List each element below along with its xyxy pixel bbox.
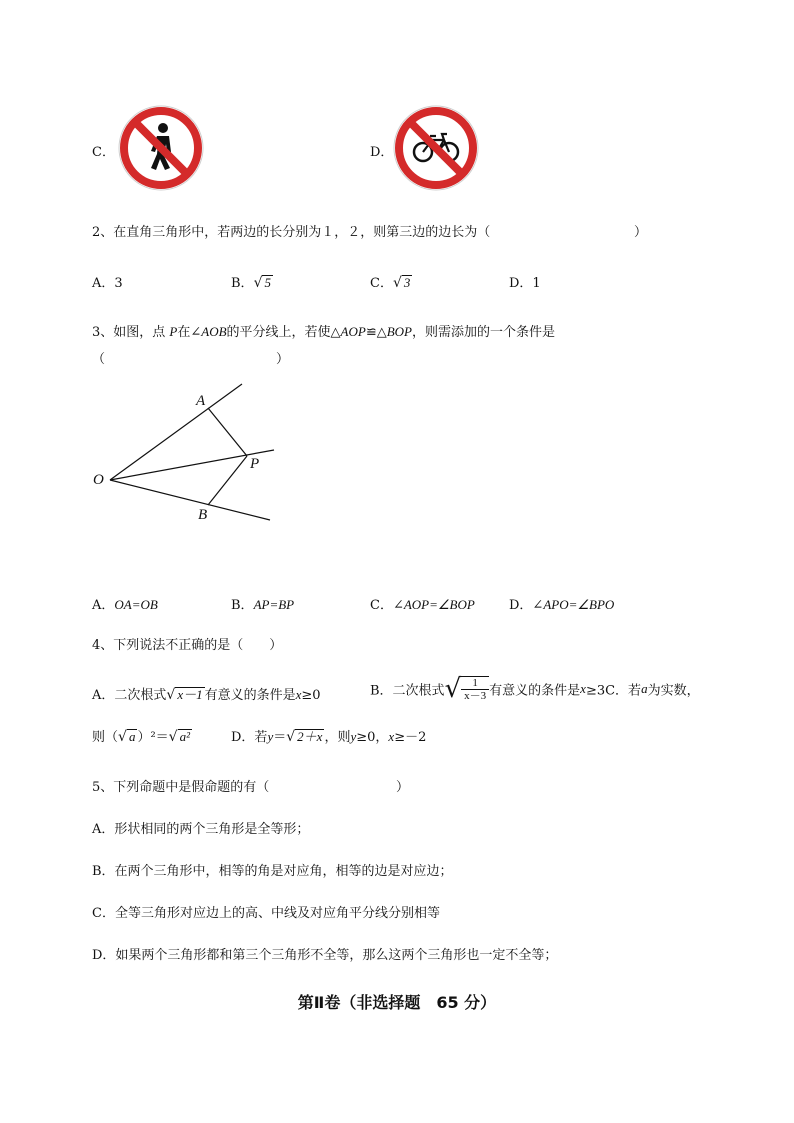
q3-stem: 3、如图，点 P在∠AOB的平分线上，若使△AOP≌△BOP，则需添加的一个条件是	[92, 324, 556, 340]
q2-option-d: D．1	[509, 276, 541, 291]
point-b-label: B	[198, 507, 208, 523]
point-o-label: O	[93, 472, 104, 488]
q3-option-b: B．AP=BP	[231, 597, 295, 613]
q4-option-c: 则（√ a ）²＝√ a²	[92, 729, 190, 745]
q4-option-b: B．二次根式√ $\frac{1}{x-3}$ 有意义的条件是x≥3C．若a为实数，	[370, 674, 700, 704]
q4-stem: 4、下列说法不正确的是（ ）	[92, 638, 283, 653]
q2-option-c: C．√ 3	[370, 275, 411, 291]
q5-stem: 5、下列命题中是假命题的有（	[92, 780, 270, 795]
q3-angle-bisector-figure	[90, 380, 290, 530]
q5-option-b: B．在两个三角形中，相等的角是对应角，相等的边是对应边；	[92, 864, 453, 879]
no-pedestrian-sign-icon	[117, 104, 205, 192]
point-p-label: P	[250, 456, 260, 472]
q5-option-c: C．全等三角形对应边上的高、中线及对应角平分线分别相等	[92, 906, 440, 921]
section-title: 第Ⅱ卷（非选择题 65 分）	[297, 993, 497, 1012]
q2-stem: 2、在直角三角形中，若两边的长分别为１，２，则第三边的边长为（	[92, 225, 491, 240]
q2-option-b: B．√ 5	[231, 275, 271, 291]
q2-close-paren: ）	[634, 225, 648, 240]
q5-close-paren: ）	[396, 780, 410, 795]
option-c-label: C．	[92, 145, 115, 160]
point-a-label: A	[196, 393, 206, 409]
no-bicycle-sign-icon	[392, 104, 480, 192]
q4-option-a: A．二次根式√ x－1 有意义的条件是x≥0	[92, 687, 321, 703]
q3-close-paren: ）	[276, 352, 290, 367]
option-d-label: D．	[370, 145, 394, 160]
q3-open-paren: （	[92, 352, 106, 367]
q2-option-a: A．3	[92, 276, 123, 291]
q3-option-a: A．OA=OB	[92, 597, 158, 613]
q5-option-a: A．形状相同的两个三角形是全等形；	[92, 822, 310, 837]
q3-option-c: C．∠AOP=∠BOP	[370, 597, 475, 613]
q5-option-d: D．如果两个三角形都和第三个三角形不全等，那么这两个三角形也一定不全等；	[92, 948, 558, 963]
q3-option-d: D．∠APO=∠BPO	[509, 597, 615, 613]
q4-option-d: D．若y＝√ 2＋x ，则y≥0，x≥－2	[231, 729, 427, 745]
